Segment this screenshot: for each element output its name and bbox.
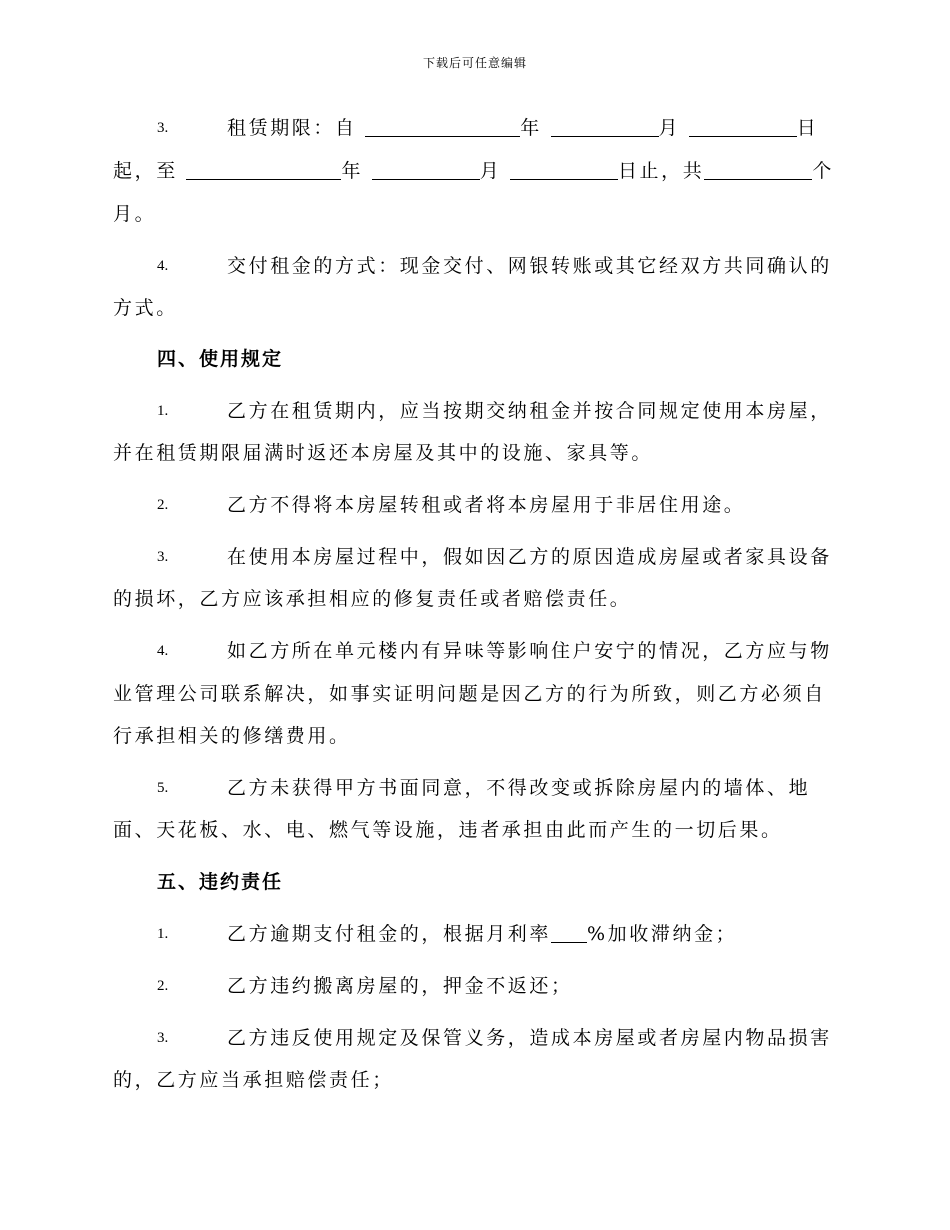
paragraph-line: 月。 — [113, 203, 157, 225]
end-day-blank — [510, 161, 618, 180]
paragraph-line: 交付租金的方式：现金交付、网银转账或其它经双方共同确认的 — [227, 255, 832, 277]
paragraph-line: 的，乙方应当承担赔偿责任； — [113, 1069, 394, 1091]
item-number: 2. — [157, 978, 169, 994]
paragraph-line: 乙方在租赁期内，应当按期交纳租金并按合同规定使用本房屋， — [227, 400, 832, 422]
lease-term-line-1 — [227, 117, 818, 139]
paragraph-line: 如乙方所在单元楼内有异味等影响住户安宁的情况，乙方应与物 — [227, 640, 832, 662]
item-number: 1. — [157, 926, 169, 942]
section-heading: 五、违约责任 — [157, 871, 284, 893]
paragraph-line: 方式。 — [113, 297, 178, 319]
unit-label: 个 — [812, 160, 834, 182]
item-number: 4. — [157, 258, 169, 274]
item-number: 4. — [157, 643, 169, 659]
day-end-label: 日止，共 — [617, 160, 705, 182]
paragraph-line: 在使用本房屋过程中，假如因乙方的原因造成房屋或者家具设备 — [227, 546, 832, 568]
item-number: 2. — [157, 497, 169, 513]
item-number: 3. — [157, 549, 169, 565]
day-label: 日 — [796, 117, 819, 139]
lease-term-label: 租赁期限：自 — [227, 117, 357, 139]
year-label: 年 — [520, 117, 542, 139]
paragraph-line: 乙方未获得甲方书面同意，不得改变或拆除房屋内的墙体、地 — [227, 777, 811, 799]
until-label: 起，至 — [113, 160, 178, 182]
paragraph-line: 业管理公司联系解决，如事实证明问题是因乙方的行为所致，则乙方必须自 — [113, 683, 826, 705]
paragraph-line: 面、天花板、水、电、燃气等设施，违者承担由此而产生的一切后果。 — [113, 819, 783, 841]
item-number: 3. — [157, 1030, 169, 1046]
item-number: 5. — [157, 780, 169, 796]
late-fee-label: 乙方逾期支付租金的，根据月利率 — [227, 923, 552, 945]
lease-term-line-2 — [113, 160, 833, 182]
interest-rate-blank — [551, 924, 587, 943]
month-label: 月 — [658, 117, 681, 139]
section-heading: 四、使用规定 — [157, 348, 284, 370]
paragraph-line: 乙方违反使用规定及保管义务，造成本房屋或者房屋内物品损害 — [227, 1027, 832, 1049]
page-header: 下载后可任意编辑 — [422, 56, 527, 70]
end-month-blank — [372, 161, 480, 180]
item-number: 1. — [157, 403, 169, 419]
start-month-blank — [551, 118, 659, 137]
paragraph-line: 乙方不得将本房屋转租或者将本房屋用于非居住用途。 — [227, 494, 746, 516]
late-fee-line — [227, 923, 737, 945]
paragraph-line: 并在租赁期限届满时返还本房屋及其中的设施、家具等。 — [113, 442, 654, 464]
month-label-2: 月 — [479, 160, 502, 182]
total-months-blank — [704, 161, 812, 180]
item-number: 3. — [157, 120, 169, 136]
end-year-blank — [186, 161, 341, 180]
paragraph-line: 的损坏，乙方应该承担相应的修复责任或者赔偿责任。 — [113, 588, 632, 610]
start-day-blank — [689, 118, 797, 137]
late-fee-suffix: %加收滞纳金； — [587, 923, 738, 945]
paragraph-line: 行承担相关的修缮费用。 — [113, 725, 351, 747]
year-label-2: 年 — [341, 160, 364, 182]
paragraph-line: 乙方违约搬离房屋的，押金不返还； — [227, 975, 573, 997]
start-year-blank — [365, 118, 520, 137]
